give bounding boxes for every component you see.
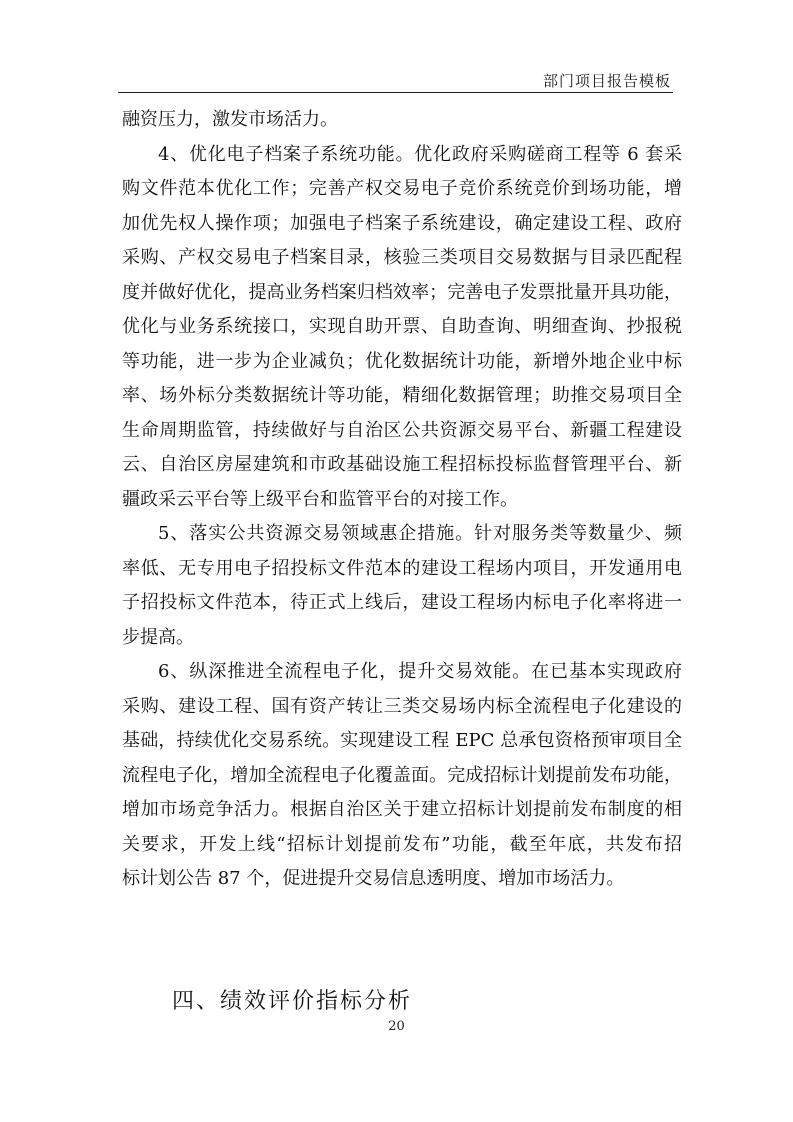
paragraph-line: 采购、产权交易电子档案目录，核验三类项目交易数据与目录匹配程	[122, 247, 682, 268]
paragraph-line: 疆政采云平台等上级平台和监管平台的对接工作。	[122, 488, 518, 510]
paragraph-line: 步提高。	[122, 626, 194, 648]
body-text	[122, 103, 682, 897]
paragraph-line: 率低、无专用电子招投标文件范本的建设工程场内项目，开发通用电	[122, 557, 682, 579]
paragraph-line: 子招投标文件范本，待正式上线后，建设工程场内标电子化率将进一	[122, 592, 682, 613]
paragraph-line: 融资压力，激发市场活力。	[122, 109, 338, 130]
paragraph-line: 6、纵深推进全流程电子化，提升交易效能。在已基本实现政府	[158, 661, 682, 682]
header-rule	[118, 92, 673, 93]
paragraph-line: 云、自治区房屋建筑和市政基础设施工程招标投标监督管理平台、新	[122, 454, 682, 475]
paragraph-line: 流程电子化，增加全流程电子化覆盖面。完成招标计划提前发布功能，	[122, 764, 682, 786]
paragraph-line: 标计划公告 87 个，促进提升交易信息透明度、增加市场活力。	[122, 868, 625, 889]
paragraph-line: 度并做好优化，提高业务档案归档效率；完善电子发票批量开具功能，	[122, 281, 682, 303]
paragraph-line: 增加市场竞争活力。根据自治区关于建立招标计划提前发布制度的相	[122, 799, 682, 820]
paragraph-line: 5、落实公共资源交易领域惠企措施。针对服务类等数量少、频	[158, 523, 682, 544]
paragraph-line: 基础，持续优化交易系统。实现建设工程 EPC 总承包资格预审项目全	[122, 730, 682, 751]
page-number: 20	[388, 1019, 405, 1034]
paragraph-line: 生命周期监管，持续做好与自治区公共资源交易平台、新疆工程建设	[122, 419, 682, 441]
paragraph-line: 等功能，进一步为企业减负；优化数据统计功能，新增外地企业中标	[122, 350, 682, 372]
paragraph-line: 率、场外标分类数据统计等功能，精细化数据管理；助推交易项目全	[122, 385, 682, 406]
section-heading: 四、绩效评价指标分析	[172, 989, 413, 1014]
header-title: 部门项目报告模板	[542, 72, 671, 90]
paragraph-line: 采购、建设工程、国有资产转让三类交易场内标全流程电子化建设的	[122, 695, 682, 717]
paragraph-line: 购文件范本优化工作；完善产权交易电子竞价系统竞价到场功能，增	[122, 178, 682, 199]
paragraph-line: 加优先权人操作项；加强电子档案子系统建设，确定建设工程、政府	[122, 212, 682, 234]
paragraph-line: 优化与业务系统接口，实现自助开票、自助查询、明细查询、抄报税	[122, 316, 682, 337]
paragraph-line: 4、优化电子档案子系统功能。优化政府采购磋商工程等 6 套采	[158, 143, 682, 165]
paragraph-line: 关要求，开发上线“招标计划提前发布”功能，截至年底，共发布招	[122, 833, 682, 855]
